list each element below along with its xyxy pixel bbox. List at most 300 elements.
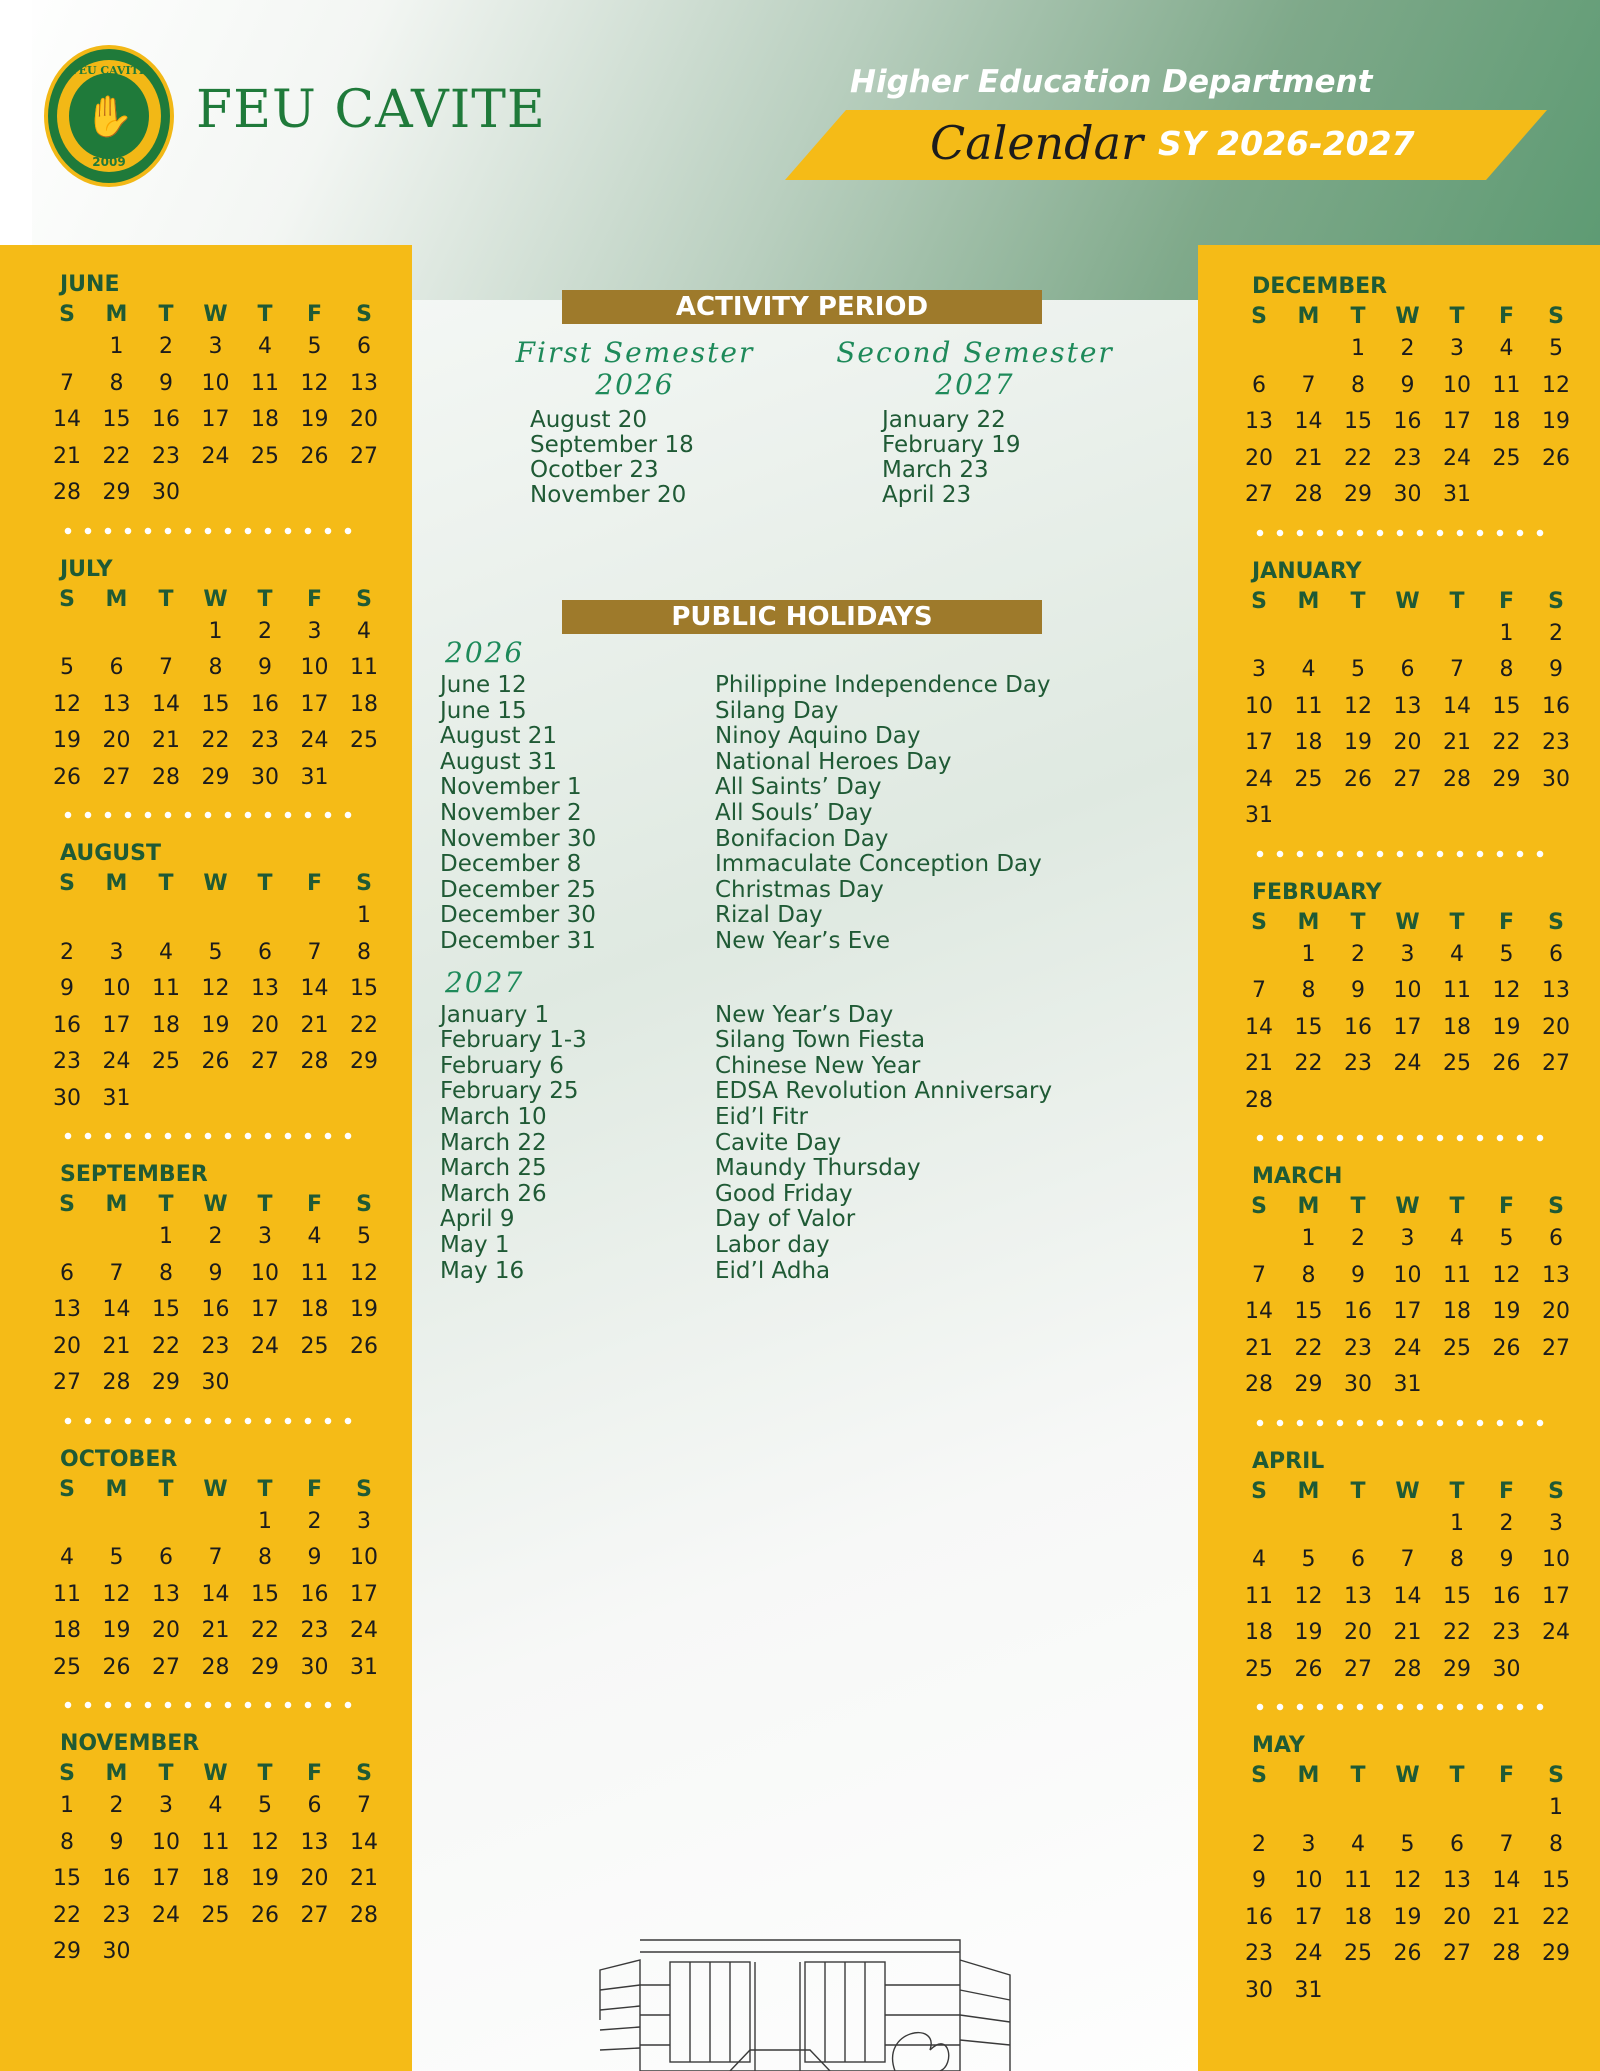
holiday-row xyxy=(440,698,1140,723)
day-cell: 1 xyxy=(1351,336,1365,361)
day-cell: 24 xyxy=(1443,445,1471,471)
weekday-label: T xyxy=(1350,304,1366,329)
weekday-label: W xyxy=(1395,588,1420,614)
day-cell: 11 xyxy=(350,655,378,680)
day-cell: 12 xyxy=(1492,1262,1521,1288)
day-cell: 2 xyxy=(258,618,272,644)
month-divider xyxy=(1250,529,1550,537)
day-cell: 29 xyxy=(1443,1656,1471,1682)
day-cell: 2 xyxy=(1252,1831,1266,1857)
month-divider xyxy=(1250,850,1550,858)
day-cell: 2 xyxy=(1549,620,1563,646)
day-cell: 4 xyxy=(307,1224,322,1249)
holiday-row xyxy=(440,851,1140,876)
day-cell: 19 xyxy=(1542,409,1570,434)
month-divider xyxy=(1250,1419,1550,1427)
day-cell: 6 xyxy=(1252,372,1266,398)
holiday-row xyxy=(440,1027,1140,1052)
day-cell: 25 xyxy=(350,728,378,753)
school-year-label: SY 2026-2027 xyxy=(1158,124,1415,163)
month-divider xyxy=(58,1132,358,1140)
day-cell: 3 xyxy=(1400,941,1415,967)
day-cell: 2 xyxy=(208,1224,223,1249)
day-cell: 29 xyxy=(201,764,230,790)
day-cell: 4 xyxy=(1499,336,1514,361)
weekday-label: T xyxy=(1449,1763,1465,1788)
day-cell: 30 xyxy=(102,1939,131,1964)
day-cell: 18 xyxy=(1245,1620,1273,1645)
weekday-label: T xyxy=(257,586,273,612)
activity-period-header: ACTIVITY PERIOD xyxy=(562,290,1042,324)
day-cell: 4 xyxy=(258,334,272,359)
day-cell: 14 xyxy=(1492,1868,1521,1893)
day-cell: 25 xyxy=(1443,1051,1471,1076)
day-cell: 5 xyxy=(208,939,223,965)
day-cell: 11 xyxy=(53,1581,81,1607)
day-cell: 20 xyxy=(1344,1620,1372,1645)
day-cell: 28 xyxy=(300,1049,329,1074)
day-cell: 6 xyxy=(1549,1226,1563,1251)
day-cell: 2 xyxy=(1499,1510,1514,1536)
day-cell: 22 xyxy=(1294,1051,1323,1076)
month-name: MARCH xyxy=(1252,1164,1343,1189)
holiday-row xyxy=(440,1181,1140,1206)
day-cell: 15 xyxy=(1344,409,1372,434)
day-cell: 21 xyxy=(1492,1904,1521,1930)
day-cell: 6 xyxy=(1549,941,1563,967)
weekday-label: T xyxy=(1449,909,1465,935)
day-cell: 24 xyxy=(251,1333,279,1359)
day-cell: 31 xyxy=(102,1085,131,1111)
day-cell: 26 xyxy=(350,1333,378,1359)
day-cell: 23 xyxy=(201,1333,230,1359)
weekday-label: T xyxy=(1449,1478,1465,1504)
holiday-date: January 1 xyxy=(440,1001,550,1028)
day-cell: 14 xyxy=(300,976,329,1001)
day-cell: 4 xyxy=(60,1545,74,1570)
holiday-row xyxy=(440,1130,1140,1155)
day-cell: 1 xyxy=(1450,1510,1464,1536)
day-cell: 5 xyxy=(1549,336,1563,361)
second-sem-date: April 23 xyxy=(882,482,972,508)
day-cell: 12 xyxy=(1344,693,1372,719)
weekday-label: T xyxy=(1449,588,1465,614)
weekday-label: M xyxy=(1297,304,1320,329)
day-cell: 4 xyxy=(1301,657,1316,682)
day-cell: 4 xyxy=(1450,1226,1464,1251)
day-cell: 29 xyxy=(102,480,131,505)
day-cell: 26 xyxy=(1542,445,1570,471)
day-cell: 28 xyxy=(152,764,180,790)
weekday-label: T xyxy=(1350,1194,1366,1219)
day-cell: 24 xyxy=(1294,1941,1323,1966)
day-cell: 31 xyxy=(300,764,329,790)
day-cell: 5 xyxy=(1351,657,1365,682)
day-cell: 27 xyxy=(102,764,131,790)
weekday-label: M xyxy=(1297,909,1320,935)
weekday-label: W xyxy=(203,302,228,327)
day-cell: 27 xyxy=(152,1654,180,1680)
day-cell: 24 xyxy=(350,1618,378,1643)
day-cell: 28 xyxy=(1393,1656,1422,1682)
day-cell: 25 xyxy=(1245,1656,1273,1682)
day-cell: 4 xyxy=(357,618,371,644)
day-cell: 24 xyxy=(1542,1620,1570,1645)
day-cell: 11 xyxy=(152,976,180,1001)
month-divider xyxy=(58,811,358,819)
day-cell: 13 xyxy=(1245,409,1273,434)
day-cell: 30 xyxy=(1542,766,1570,792)
weekday-label: W xyxy=(1395,909,1420,935)
holiday-name: All Souls’ Day xyxy=(715,800,873,826)
day-cell: 17 xyxy=(1393,1014,1422,1040)
day-cell: 1 xyxy=(208,618,223,644)
day-cell: 26 xyxy=(1492,1051,1521,1076)
holiday-date: December 25 xyxy=(440,876,596,903)
day-cell: 9 xyxy=(1252,1868,1266,1893)
weekday-label: T xyxy=(1350,1763,1366,1788)
holiday-date: August 31 xyxy=(440,748,558,775)
day-cell: 22 xyxy=(1443,1620,1471,1645)
weekday-label: S xyxy=(356,1192,372,1217)
month-divider xyxy=(58,1701,358,1709)
day-cell: 1 xyxy=(159,1224,173,1249)
day-cell: 30 xyxy=(1492,1656,1521,1682)
holiday-name: New Year’s Eve xyxy=(715,928,891,954)
day-cell: 9 xyxy=(1400,372,1415,398)
day-cell: 20 xyxy=(1393,730,1422,755)
first-sem-date: August 20 xyxy=(530,407,648,433)
day-cell: 10 xyxy=(1393,978,1422,1003)
day-cell: 20 xyxy=(300,1866,329,1891)
day-cell: 2 xyxy=(60,939,74,965)
day-cell: 8 xyxy=(1450,1547,1464,1572)
day-cell: 15 xyxy=(1542,1868,1570,1893)
day-cell: 22 xyxy=(1344,445,1372,471)
day-cell: 16 xyxy=(201,1297,230,1322)
month-divider xyxy=(58,1417,358,1425)
day-cell: 16 xyxy=(152,407,180,432)
day-cell: 9 xyxy=(1549,657,1563,682)
day-cell: 7 xyxy=(307,939,322,965)
weekday-label: S xyxy=(59,302,75,327)
day-cell: 23 xyxy=(1344,1051,1372,1076)
day-cell: 22 xyxy=(53,1902,81,1928)
brand-name: FEU CAVITE xyxy=(196,80,546,140)
day-cell: 5 xyxy=(258,1793,272,1818)
day-cell: 8 xyxy=(208,655,223,680)
day-cell: 2 xyxy=(109,1793,124,1818)
day-cell: 24 xyxy=(201,443,230,469)
weekday-label: F xyxy=(306,586,323,612)
day-cell: 5 xyxy=(60,655,74,680)
day-cell: 12 xyxy=(1542,372,1570,398)
day-cell: 31 xyxy=(1245,803,1273,828)
day-cell: 3 xyxy=(1450,336,1464,361)
holiday-row xyxy=(440,1002,1140,1027)
day-cell: 31 xyxy=(1393,1372,1422,1397)
holiday-row xyxy=(440,877,1140,902)
weekday-label: W xyxy=(1395,1763,1420,1788)
holiday-row xyxy=(440,774,1140,799)
first-semester-label: First Semester xyxy=(515,336,755,369)
day-cell: 22 xyxy=(152,1333,180,1359)
day-cell: 13 xyxy=(1542,978,1570,1003)
month-name: NOVEMBER xyxy=(60,1731,200,1756)
day-cell: 12 xyxy=(201,976,230,1001)
day-cell: 10 xyxy=(1393,1262,1422,1288)
weekday-label: T xyxy=(1350,909,1366,935)
day-cell: 8 xyxy=(1499,657,1514,682)
day-cell: 17 xyxy=(1542,1583,1570,1609)
day-cell: 7 xyxy=(1400,1547,1415,1572)
day-cell: 6 xyxy=(307,1793,322,1818)
day-cell: 31 xyxy=(1443,482,1471,507)
day-cell: 30 xyxy=(53,1085,81,1111)
holiday-row xyxy=(440,826,1140,851)
day-cell: 14 xyxy=(350,1829,378,1855)
day-cell: 30 xyxy=(152,480,180,505)
day-cell: 7 xyxy=(1252,1262,1266,1288)
month-divider xyxy=(58,527,358,535)
day-cell: 13 xyxy=(350,370,378,396)
day-cell: 9 xyxy=(1351,978,1365,1003)
holiday-date: February 1-3 xyxy=(440,1027,587,1054)
weekday-label: S xyxy=(59,586,75,612)
holiday-row xyxy=(440,1104,1140,1129)
day-cell: 16 xyxy=(1344,1299,1372,1324)
day-cell: 26 xyxy=(53,764,81,790)
holiday-row xyxy=(440,1053,1140,1078)
weekday-label: S xyxy=(1251,1194,1267,1219)
day-cell: 7 xyxy=(109,1260,124,1286)
day-cell: 4 xyxy=(159,939,173,965)
day-cell: 21 xyxy=(1245,1335,1273,1361)
day-cell: 9 xyxy=(159,370,173,396)
day-cell: 10 xyxy=(350,1545,378,1570)
day-cell: 1 xyxy=(60,1793,74,1818)
weekday-label: S xyxy=(356,1476,372,1502)
day-cell: 6 xyxy=(1400,657,1415,682)
day-cell: 3 xyxy=(258,1224,272,1249)
weekday-label: T xyxy=(158,586,174,612)
weekday-label: W xyxy=(1395,1194,1420,1219)
day-cell: 7 xyxy=(208,1545,223,1570)
weekday-label: T xyxy=(257,302,273,327)
day-cell: 9 xyxy=(60,976,74,1001)
first-sem-date: Ocotber 23 xyxy=(530,457,659,483)
day-cell: 23 xyxy=(1245,1941,1273,1966)
day-cell: 7 xyxy=(60,370,74,396)
day-cell: 7 xyxy=(1450,657,1464,682)
weekday-label: T xyxy=(158,871,174,896)
weekday-label: M xyxy=(1297,1478,1320,1504)
first-sem-date: September 18 xyxy=(530,432,694,458)
weekday-label: M xyxy=(105,871,128,896)
second-semester-year: 2027 xyxy=(935,368,1015,401)
day-cell: 19 xyxy=(1492,1299,1521,1324)
weekday-label: M xyxy=(105,302,128,327)
day-cell: 20 xyxy=(53,1333,81,1359)
holiday-date: April 9 xyxy=(440,1206,515,1233)
day-cell: 31 xyxy=(1294,1977,1323,2003)
day-cell: 21 xyxy=(201,1618,230,1643)
day-cell: 9 xyxy=(1499,1547,1514,1572)
day-cell: 15 xyxy=(152,1297,180,1322)
weekday-label: S xyxy=(356,871,372,896)
day-cell: 8 xyxy=(258,1545,272,1570)
holiday-name: Chinese New Year xyxy=(715,1052,921,1079)
holiday-date: February 6 xyxy=(440,1052,564,1079)
holiday-date: December 8 xyxy=(440,851,582,878)
day-cell: 19 xyxy=(350,1297,378,1322)
day-cell: 1 xyxy=(1549,1795,1563,1820)
day-cell: 29 xyxy=(1294,1372,1323,1397)
day-cell: 21 xyxy=(53,443,81,469)
holiday-date: February 25 xyxy=(440,1078,579,1105)
day-cell: 14 xyxy=(1443,693,1471,719)
calendar-script-label: Calendar xyxy=(930,116,1144,170)
day-cell: 18 xyxy=(1294,730,1323,755)
day-cell: 11 xyxy=(251,370,279,396)
first-semester-year: 2026 xyxy=(595,368,675,401)
day-cell: 20 xyxy=(1542,1299,1570,1324)
day-cell: 3 xyxy=(159,1793,173,1818)
day-cell: 6 xyxy=(109,655,124,680)
weekday-label: S xyxy=(1251,909,1267,935)
day-cell: 24 xyxy=(1393,1335,1422,1361)
day-cell: 17 xyxy=(1443,409,1471,434)
day-cell: 3 xyxy=(357,1508,371,1534)
holiday-row xyxy=(440,1206,1140,1231)
day-cell: 29 xyxy=(1344,482,1372,507)
day-cell: 9 xyxy=(109,1829,124,1855)
holiday-row xyxy=(440,800,1140,825)
weekday-label: S xyxy=(1251,588,1267,614)
day-cell: 13 xyxy=(300,1829,329,1855)
day-cell: 30 xyxy=(300,1654,329,1680)
day-cell: 7 xyxy=(1499,1831,1514,1857)
day-cell: 9 xyxy=(208,1260,223,1286)
day-cell: 25 xyxy=(1492,445,1521,471)
weekday-label: F xyxy=(1498,588,1515,614)
holiday-date: June 15 xyxy=(440,697,527,724)
weekday-label: F xyxy=(306,871,323,896)
day-cell: 16 xyxy=(1492,1583,1521,1609)
weekday-label: F xyxy=(306,1761,323,1786)
day-cell: 24 xyxy=(152,1902,180,1928)
day-cell: 3 xyxy=(307,618,322,644)
month-name: AUGUST xyxy=(60,841,161,866)
day-cell: 17 xyxy=(201,407,230,432)
day-cell: 21 xyxy=(102,1333,131,1359)
day-cell: 3 xyxy=(1549,1510,1563,1536)
day-cell: 23 xyxy=(1492,1620,1521,1645)
day-cell: 18 xyxy=(53,1618,81,1643)
day-cell: 13 xyxy=(1344,1583,1372,1609)
day-cell: 29 xyxy=(53,1939,81,1964)
day-cell: 15 xyxy=(1492,693,1521,719)
holiday-row xyxy=(440,672,1140,697)
holiday-date: May 1 xyxy=(440,1232,510,1258)
weekday-label: M xyxy=(105,1761,128,1786)
holiday-date: December 31 xyxy=(440,928,596,954)
torch-icon: ✋ xyxy=(84,93,134,140)
day-cell: 22 xyxy=(1542,1904,1570,1930)
day-cell: 15 xyxy=(1443,1583,1471,1609)
weekday-label: F xyxy=(306,1192,323,1217)
month-name: SEPTEMBER xyxy=(60,1162,208,1187)
day-cell: 9 xyxy=(258,655,272,680)
holiday-row xyxy=(440,749,1140,774)
day-cell: 22 xyxy=(1294,1335,1323,1361)
day-cell: 29 xyxy=(1492,766,1521,792)
day-cell: 17 xyxy=(1393,1299,1422,1324)
logo-ring-text: FEU CAVITE xyxy=(70,64,148,77)
day-cell: 27 xyxy=(1443,1941,1471,1966)
weekday-label: M xyxy=(1297,1763,1320,1788)
day-cell: 14 xyxy=(1393,1583,1422,1609)
day-cell: 11 xyxy=(1294,693,1323,719)
day-cell: 25 xyxy=(201,1902,230,1928)
weekday-label: M xyxy=(105,586,128,612)
weekday-label: W xyxy=(203,1192,228,1217)
day-cell: 9 xyxy=(1351,1262,1365,1288)
day-cell: 2 xyxy=(1351,941,1365,967)
day-cell: 2 xyxy=(1351,1226,1365,1251)
holiday-date: March 10 xyxy=(440,1104,547,1130)
day-cell: 4 xyxy=(1450,941,1464,967)
weekday-label: F xyxy=(1498,1478,1515,1504)
weekday-label: F xyxy=(1498,304,1515,329)
day-cell: 26 xyxy=(251,1902,279,1928)
weekday-label: S xyxy=(59,1761,75,1786)
holiday-name: Immaculate Conception Day xyxy=(715,851,1042,878)
day-cell: 21 xyxy=(1245,1051,1273,1076)
day-cell: 19 xyxy=(53,728,81,753)
holiday-date: March 26 xyxy=(440,1180,547,1207)
holiday-date: November 1 xyxy=(440,774,582,801)
day-cell: 30 xyxy=(201,1370,230,1395)
day-cell: 23 xyxy=(1344,1335,1372,1361)
day-cell: 11 xyxy=(1344,1868,1372,1893)
holiday-name: Maundy Thursday xyxy=(715,1155,921,1182)
second-semester-label: Second Semester xyxy=(836,336,1114,369)
day-cell: 25 xyxy=(152,1049,180,1074)
day-cell: 6 xyxy=(60,1260,74,1286)
day-cell: 3 xyxy=(1400,1226,1415,1251)
day-cell: 13 xyxy=(1443,1868,1471,1893)
day-cell: 11 xyxy=(1492,372,1521,398)
weekday-label: T xyxy=(257,1761,273,1786)
day-cell: 16 xyxy=(251,691,279,717)
month-name: DECEMBER xyxy=(1252,274,1388,299)
day-cell: 25 xyxy=(1344,1941,1372,1966)
month-name: JULY xyxy=(60,556,113,582)
day-cell: 27 xyxy=(1542,1335,1570,1361)
day-cell: 29 xyxy=(251,1654,279,1680)
day-cell: 26 xyxy=(1344,766,1372,792)
day-cell: 19 xyxy=(1294,1620,1323,1645)
weekday-label: S xyxy=(1548,1763,1564,1788)
day-cell: 23 xyxy=(300,1618,329,1643)
holiday-date: March 25 xyxy=(440,1155,547,1182)
day-cell: 29 xyxy=(152,1370,180,1395)
day-cell: 26 xyxy=(300,443,329,469)
holiday-row xyxy=(440,1232,1140,1257)
day-cell: 13 xyxy=(152,1581,180,1607)
weekday-label: W xyxy=(1395,1478,1420,1504)
